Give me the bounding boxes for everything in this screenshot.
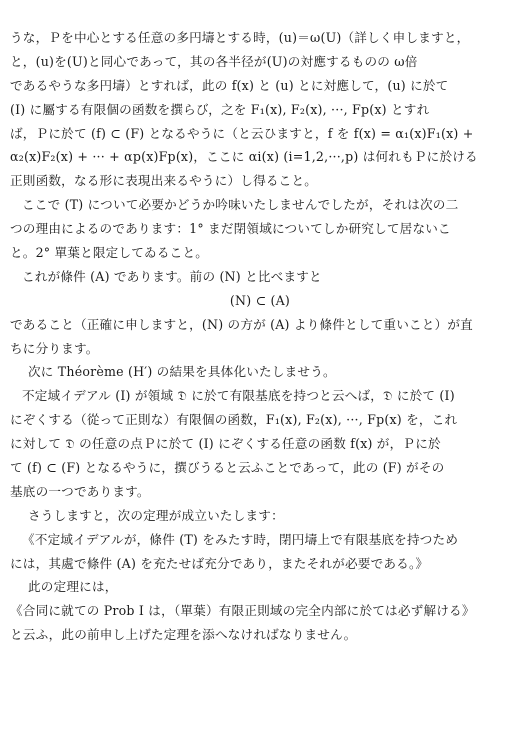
text-line: さうしますと，次の定理が成立いたします： (28, 507, 284, 523)
text-line: 不定域イデアル (I) が領域 𝔇 に於て有限基底を持つと云へば，𝔇 に於て (I) (22, 388, 455, 404)
text-line: であるやうな多円壔）とすれば，此の f(x) と (u) とに対應して，(u) に於て (10, 77, 449, 93)
text-line: 次に Théorème (H′) の結果を具体化いたしませう。 (28, 364, 336, 380)
text-line: に対して 𝔇 の任意の点Ｐに於て (I) にぞくする任意の函数 f(x) が，Ｐに於 (10, 436, 441, 452)
text-line: ちに分ります。 (10, 340, 99, 356)
text-line: であること（正確に申しますと，(N) の方が (A) より條件として重いこと）が直 (10, 316, 473, 332)
text-line: て (f) ⊂ (F) となるやうに，撰びうると云ふことであって，此の (F) がその (10, 460, 445, 476)
text-line: (I) に屬する有限個の函数を撰らび，之を F₁(x), F₂(x), ···, Fp(x) とすれ (10, 101, 430, 117)
text-line: ここで (T) について必要かどうか吟味いたしませんでしたが，それは次の二 (22, 197, 459, 213)
formula-line: (N) ⊂ (A) (229, 292, 291, 308)
text-line: と，(u)を(U)と同心であって，其の各半径が(U)の対應するものの ω倍 (10, 53, 418, 69)
theorem-line: には，其處で條件 (A) を充たせば充分であり，またそれが必要である。》 (10, 555, 429, 571)
text-line: 此の定理には， (28, 579, 118, 595)
text-line: 基底の一つであります。 (10, 483, 150, 499)
text-line: にぞくする（從って正則な）有限個の函数，F₁(x), F₂(x), ···, Fp(x) を，これ (10, 412, 458, 428)
text-line: つの理由によるのであります：1° まだ閉領域についてしか研究して居ないこ (10, 221, 451, 237)
text-line: うな，Ｐを中心とする任意の多円壔とする時，(u)＝ω(U)（詳しく申しますと， (10, 30, 470, 45)
text-line: α₂(x)F₂(x) + ··· + αp(x)Fp(x)，ここに αi(x) (i=1,2,···,p) は何れもＰに於ける (10, 149, 478, 165)
text-line: ば，Ｐに於て (f) ⊂ (F) となるやうに（と云ひますと，f を f(x) = α₁(x)F₁(x) + (10, 125, 474, 141)
text-line: これが條件 (A) であります。前の (N) と比べますと (22, 268, 322, 284)
manuscript-text-block (10, 26, 510, 647)
theorem-line: 《不定域イデアルが，條件 (T) をみたす時，閉円壔上で有限基底を持つため (22, 531, 459, 547)
text-line: と云ふ，此の前申し上げた定理を添へなければなりません。 (10, 627, 357, 643)
text-line: と。2° 單葉と限定してゐること。 (10, 245, 209, 261)
theorem-line: 《合同に就ての Prob I は，（單葉）有限正則域の完全内部に於ては必ず解ける》 (10, 603, 475, 619)
text-line: 正則函数，なる形に表現出来るやうに）し得ること。 (10, 173, 318, 189)
